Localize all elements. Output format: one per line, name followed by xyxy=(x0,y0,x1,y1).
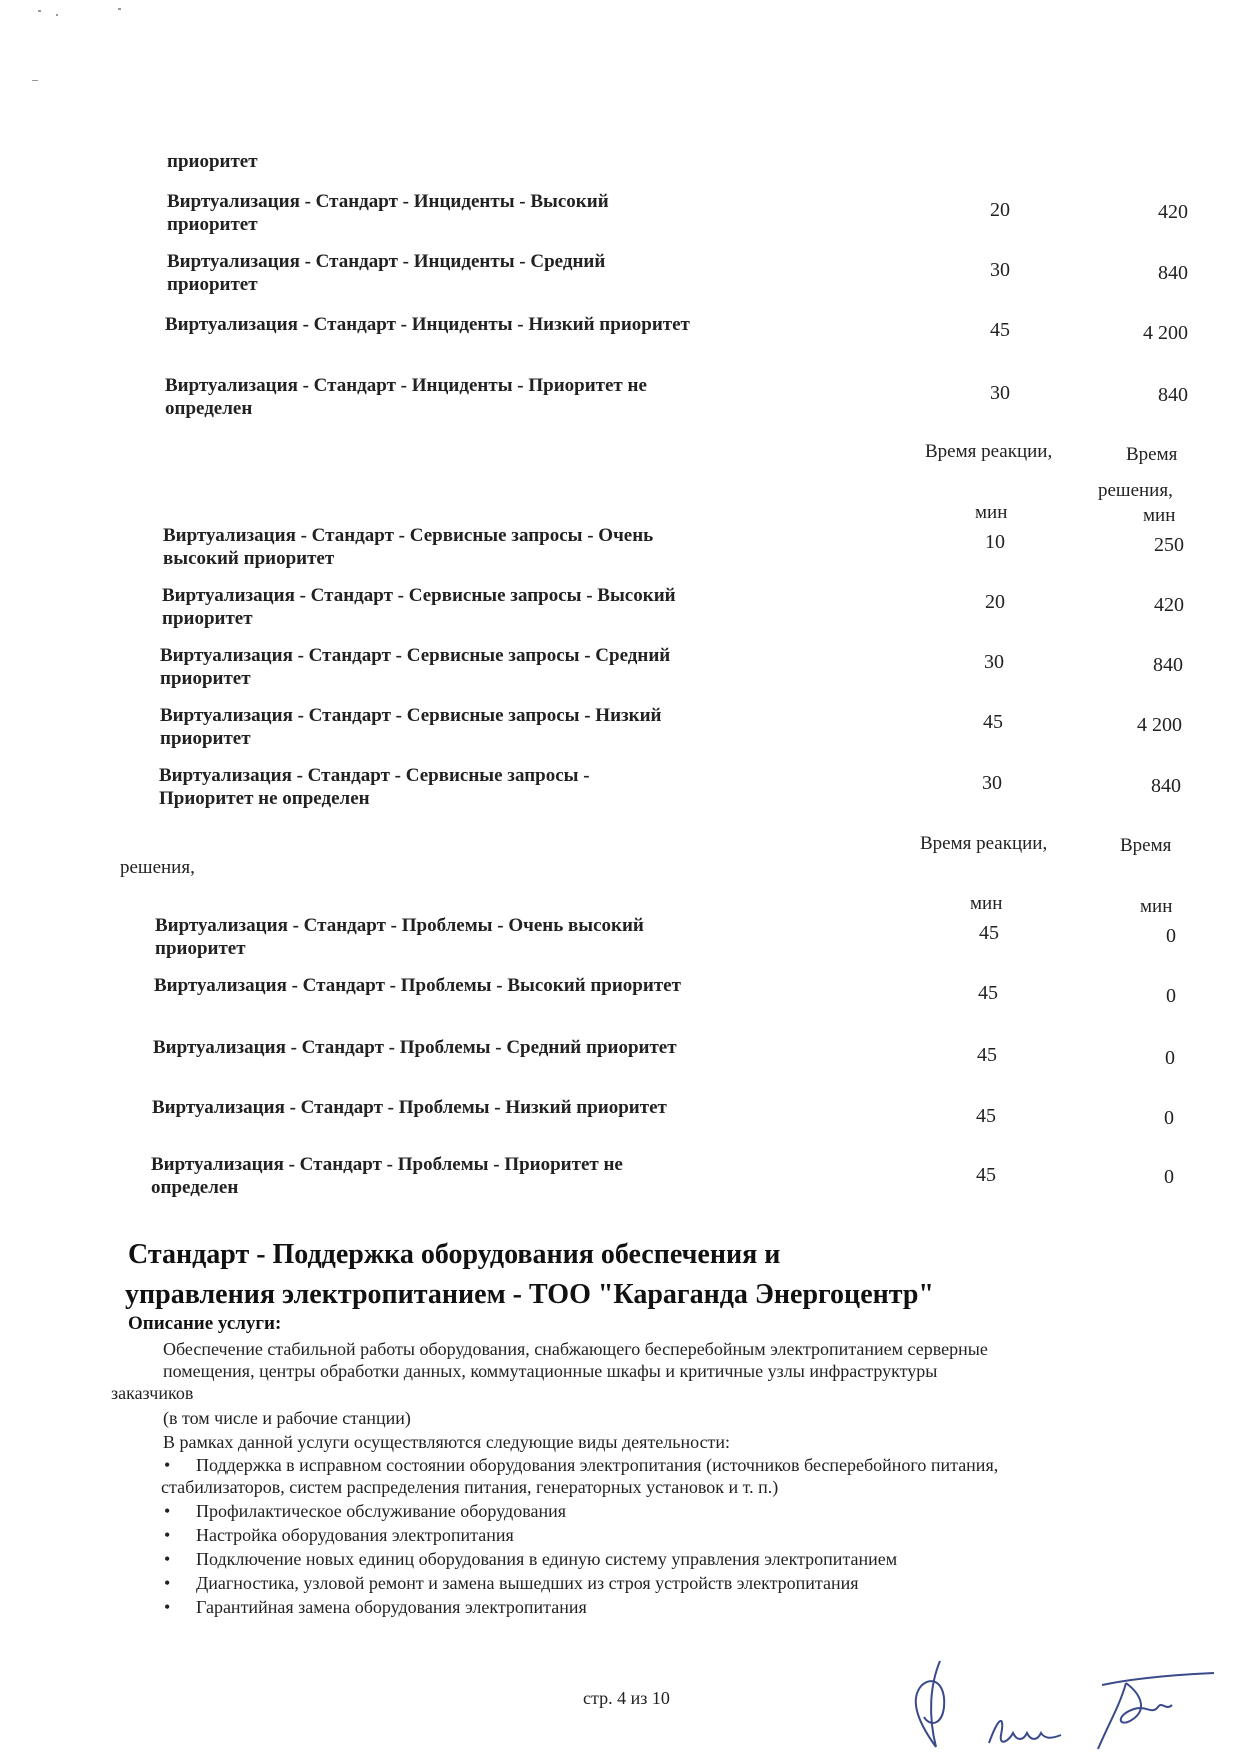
problem-row-label: Виртуализация - Стандарт - Проблемы - Приоритет не определен xyxy=(151,1154,623,1198)
incident-row-label: Виртуализация - Стандарт - Инциденты - Низкий приоритет xyxy=(165,314,690,335)
service-request-reaction: 20 xyxy=(985,591,1005,613)
activity-bullet: • Профилактическое обслуживание оборудования xyxy=(164,1501,567,1521)
service-request-reaction: 30 xyxy=(982,772,1002,794)
problem-resolution: 0 xyxy=(1165,1047,1175,1069)
incident-reaction: 20 xyxy=(990,199,1010,221)
reaction-unit: мин xyxy=(970,893,1003,914)
activity-bullet: • Поддержка в исправном состоянии оборудования электропитания (источников бесперебойного питания, xyxy=(164,1455,999,1475)
activity-bullet: • Диагностика, узловой ремонт и замена вышедших из строя устройств электропитания xyxy=(164,1573,859,1593)
incident-resolution: 840 xyxy=(1158,384,1188,406)
service-request-resolution: 250 xyxy=(1154,534,1184,556)
incident-row-label-continued: приоритет xyxy=(167,151,258,172)
description-paragraph: (в том числе и рабочие станции) xyxy=(163,1408,411,1428)
problem-resolution: 0 xyxy=(1166,985,1176,1007)
service-request-row-label: Виртуализация - Стандарт - Сервисные запросы - Средний приоритет xyxy=(160,645,671,689)
scan-speck xyxy=(32,80,38,81)
problem-reaction: 45 xyxy=(976,1105,996,1127)
incident-reaction: 30 xyxy=(990,259,1010,281)
activity-bullet-continued: стабилизаторов, систем распределения питания, генераторных установок и т. п.) xyxy=(161,1477,779,1497)
service-request-resolution: 420 xyxy=(1154,594,1184,616)
resolution-header-misplaced: решения, xyxy=(120,857,195,878)
problem-row-label: Виртуализация - Стандарт - Проблемы - Низкий приоритет xyxy=(152,1097,667,1118)
service-request-row-label: Виртуализация - Стандарт - Сервисные запросы - Приоритет не определен xyxy=(159,765,590,809)
service-request-resolution: 840 xyxy=(1153,654,1183,676)
problem-row-label: Виртуализация - Стандарт - Проблемы - Высокий приоритет xyxy=(154,975,681,996)
resolution-header: Время xyxy=(1120,835,1172,856)
service-request-reaction: 30 xyxy=(984,651,1004,673)
resolution-header: решения, xyxy=(1098,480,1173,501)
activity-bullet: • Гарантийная замена оборудования электропитания xyxy=(164,1597,587,1617)
section-title-line2: управления электропитанием - ТОО "Караганда Энергоцентр" xyxy=(125,1279,934,1310)
activity-bullet: • Подключение новых единиц оборудования в единую систему управления электропитанием xyxy=(164,1549,898,1569)
service-request-row-label: Виртуализация - Стандарт - Сервисные запросы - Высокий приоритет xyxy=(162,585,676,629)
signature-3 xyxy=(1090,1665,1220,1753)
problem-row-label: Виртуализация - Стандарт - Проблемы - Средний приоритет xyxy=(153,1037,677,1058)
page-number: стр. 4 из 10 xyxy=(583,1688,670,1708)
problem-resolution: 0 xyxy=(1166,925,1176,947)
service-request-reaction: 45 xyxy=(983,711,1003,733)
incident-row-label: Виртуализация - Стандарт - Инциденты - Средний приоритет xyxy=(167,251,606,295)
description-paragraph: Обеспечение стабильной работы оборудования, снабжающего бесперебойным электропитанием серверные xyxy=(163,1339,988,1359)
incident-reaction: 45 xyxy=(990,319,1010,341)
incident-row-label: Виртуализация - Стандарт - Инциденты - Высокий приоритет xyxy=(167,191,609,235)
scan-speck xyxy=(38,10,41,12)
incident-resolution: 420 xyxy=(1158,201,1188,223)
service-request-resolution: 840 xyxy=(1151,775,1181,797)
service-request-row-label: Виртуализация - Стандарт - Сервисные запросы - Очень высокий приоритет xyxy=(163,525,654,569)
service-request-resolution: 4 200 xyxy=(1137,714,1182,736)
problem-resolution: 0 xyxy=(1164,1107,1174,1129)
incident-resolution: 840 xyxy=(1158,262,1188,284)
activities-intro: В рамках данной услуги осуществляются следующие виды деятельности: xyxy=(163,1432,731,1452)
resolution-header: Время xyxy=(1126,444,1178,465)
service-request-reaction: 10 xyxy=(985,531,1005,553)
description-paragraph: заказчиков xyxy=(111,1383,194,1403)
service-description-label: Описание услуги: xyxy=(128,1313,282,1334)
scan-speck xyxy=(118,8,121,10)
resolution-unit: мин xyxy=(1140,896,1173,917)
incident-reaction: 30 xyxy=(990,382,1010,404)
reaction-unit: мин xyxy=(975,502,1008,523)
reaction-header: Время реакции, xyxy=(925,441,1053,462)
service-request-row-label: Виртуализация - Стандарт - Сервисные запросы - Низкий приоритет xyxy=(160,705,662,749)
scan-speck xyxy=(56,14,58,16)
problem-reaction: 45 xyxy=(979,922,999,944)
resolution-unit: мин xyxy=(1143,505,1176,526)
description-paragraph: помещения, центры обработки данных, коммутационные шкафы и критичные узлы инфраструктуры xyxy=(163,1361,938,1381)
problem-reaction: 45 xyxy=(977,1044,997,1066)
problem-resolution: 0 xyxy=(1164,1166,1174,1188)
activity-bullet: • Настройка оборудования электропитания xyxy=(164,1525,514,1545)
problem-reaction: 45 xyxy=(976,1164,996,1186)
signature-2 xyxy=(985,1705,1065,1753)
reaction-header: Время реакции, xyxy=(920,833,1048,854)
section-title-line1: Стандарт - Поддержка оборудования обеспечения и xyxy=(128,1239,781,1270)
problem-row-label: Виртуализация - Стандарт - Проблемы - Очень высокий приоритет xyxy=(155,915,644,959)
incident-resolution: 4 200 xyxy=(1143,322,1188,344)
signature-1 xyxy=(900,1655,970,1753)
problem-reaction: 45 xyxy=(978,982,998,1004)
incident-row-label: Виртуализация - Стандарт - Инциденты - Приоритет не определен xyxy=(165,375,647,419)
